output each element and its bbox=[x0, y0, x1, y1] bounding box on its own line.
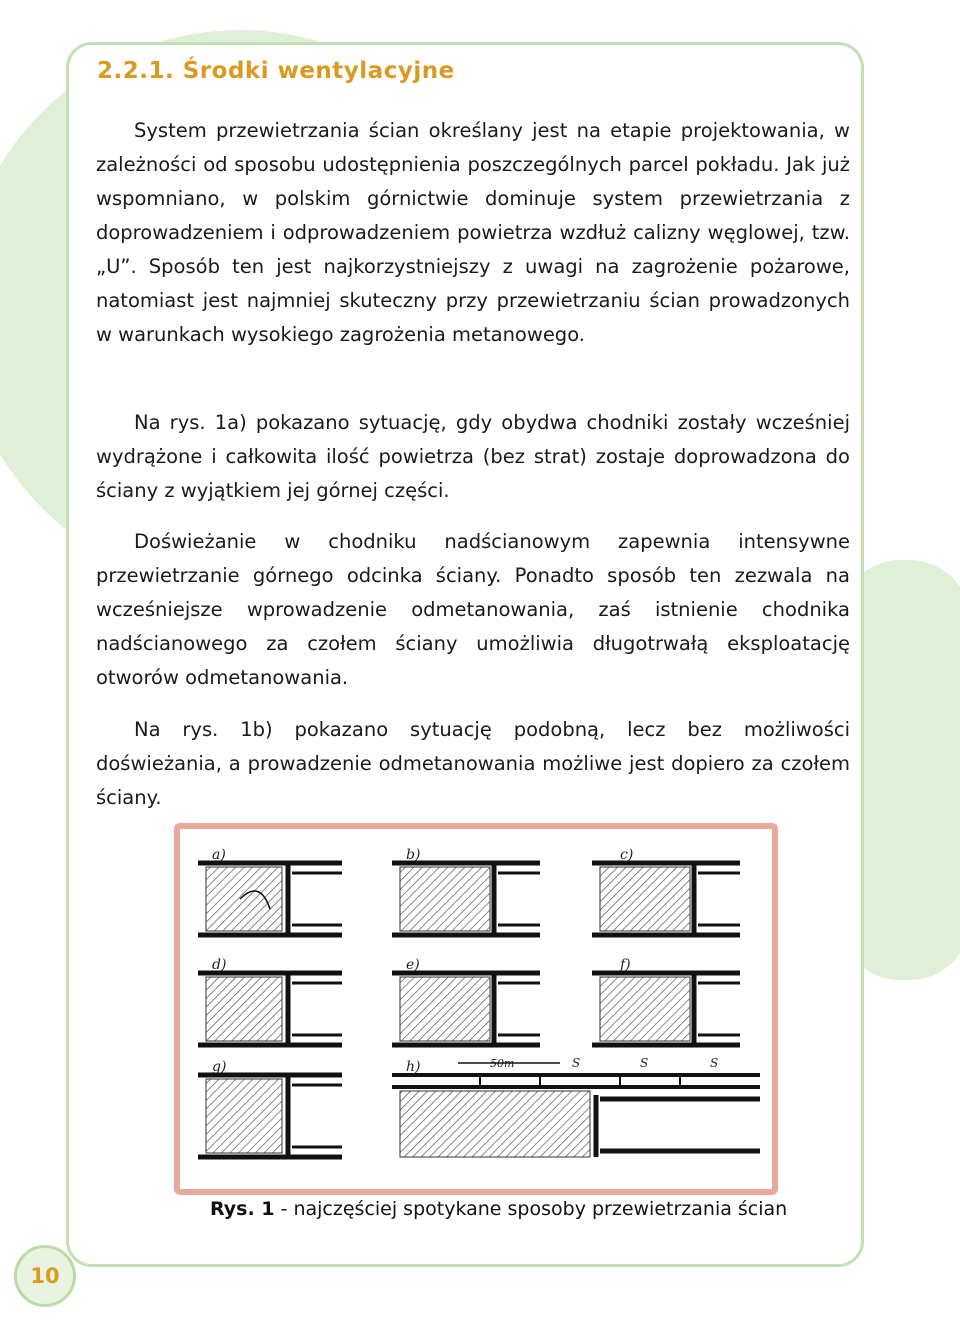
panel-g bbox=[198, 1059, 342, 1157]
panel-b-label: b) bbox=[406, 847, 421, 863]
panel-e-coal bbox=[400, 977, 490, 1041]
panel-d-label: d) bbox=[212, 957, 227, 973]
page-number-badge bbox=[14, 1245, 76, 1307]
panel-e-label: e) bbox=[406, 957, 420, 973]
section-title: 2.2.1. Środki wentylacyjne bbox=[97, 58, 455, 84]
paragraph-4-text: Na rys. 1b) pokazano sytuację podobną, lecz bez możliwości doświeżania, a prowadzenie odmetanowania możliwe jest dopiero za czołem ściany. bbox=[96, 718, 850, 809]
panel-h-marker-2: S bbox=[640, 1056, 649, 1070]
panel-a bbox=[198, 847, 342, 935]
paragraph-1-text: System przewietrzania ścian określany jest na etapie projektowania, w zależności od sposobu udostępnienia poszczególnych parcel pokładu. Jak już wspomniano, w polskim górnictwie dominuje system przewietrzania z doprowadzeniem i odprowadzeniem powietrza wzdłuż calizny węglowej, tzw. „U”. Sposób ten jest najkorzystniejszy z uwagi na zagrożenie pożarowe, natomiast jest najmniej skuteczny przy przewietrzaniu ścian prowadzonych w warunkach wysokiego zagrożenia metanowego. bbox=[96, 119, 850, 346]
panel-h-lower-roadways bbox=[596, 1095, 760, 1157]
panel-f bbox=[592, 957, 740, 1045]
panel-b bbox=[392, 847, 540, 935]
paragraph-2-text: Na rys. 1a) pokazano sytuację, gdy obydwa chodniki zostały wcześniej wydrążone i całkowita ilość powietrza (bez strat) zostaje doprowadzona do ściany z wyjątkiem jej górnej części. bbox=[96, 411, 850, 502]
figure-caption-prefix: Rys. 1 bbox=[210, 1198, 275, 1220]
paragraph-2 bbox=[96, 406, 850, 508]
panel-e bbox=[392, 957, 540, 1045]
panel-d-coal bbox=[206, 977, 282, 1041]
panel-g-label: g) bbox=[212, 1059, 227, 1075]
paragraph-3 bbox=[96, 525, 850, 695]
panel-c-coal bbox=[600, 867, 690, 931]
figure-diagram bbox=[180, 829, 772, 1189]
figure-ventilation-schemes bbox=[174, 823, 778, 1195]
panel-h-marker-3: S bbox=[710, 1056, 719, 1070]
figure-caption bbox=[210, 1198, 787, 1220]
panel-h bbox=[392, 1056, 760, 1157]
panel-f-label: f) bbox=[620, 957, 631, 973]
panel-f-coal bbox=[600, 977, 690, 1041]
page-number: 10 bbox=[30, 1264, 60, 1288]
panel-h-dimension: 50m bbox=[490, 1057, 515, 1070]
panel-h-coal bbox=[400, 1091, 590, 1157]
panel-a-label: a) bbox=[212, 847, 226, 863]
paragraph-4 bbox=[96, 713, 850, 815]
figure-caption-text: - najczęściej spotykane sposoby przewietrzania ścian bbox=[274, 1198, 788, 1220]
paragraph-3-text: Doświeżanie w chodniku nadścianowym zapewnia intensywne przewietrzanie górnego odcinka ściany. Ponadto sposób ten zezwala na wcześniejsze wprowadzenie odmetanowania, zaś istnienie chodnika nadścianowego za czołem ściany umożliwia długotrwałą eksploatację otworów odmetanowania. bbox=[96, 530, 850, 689]
panel-h-marker-1: S bbox=[572, 1056, 581, 1070]
paragraph-1 bbox=[96, 114, 850, 352]
panel-b-coal bbox=[400, 867, 490, 931]
panel-d bbox=[198, 957, 342, 1045]
panel-h-label: h) bbox=[406, 1059, 421, 1075]
panel-a-coal bbox=[206, 867, 282, 931]
panel-g-coal bbox=[206, 1079, 282, 1153]
panel-h-upper-roadway bbox=[392, 1075, 760, 1087]
panel-c bbox=[592, 847, 740, 935]
panel-c-label: c) bbox=[620, 847, 634, 863]
